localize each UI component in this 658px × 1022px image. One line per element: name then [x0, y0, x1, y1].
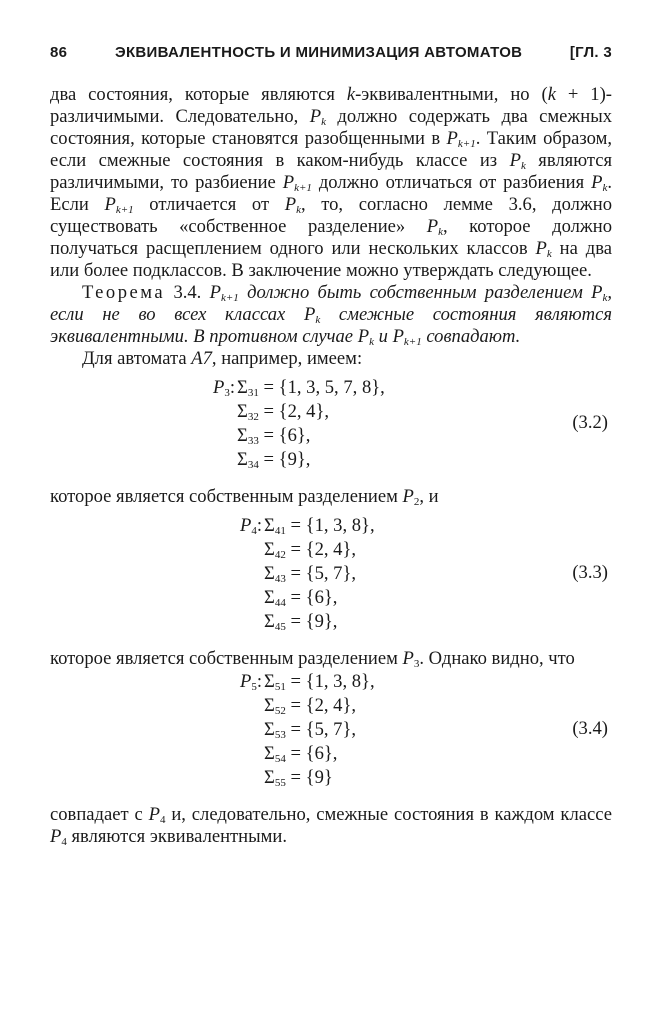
paragraph-2: Для автомата A7, например, имеем: [82, 348, 363, 369]
class-row: $\Sigma_{51} = \{1$, 3, 8}, [264, 671, 375, 693]
paragraph-3: которое является собственным разделением $P_2$, и [50, 486, 439, 508]
class-row: $\Sigma_{32} = \{2$, 4}, [237, 401, 330, 423]
equation-3-4 [240, 670, 612, 790]
class-row: $\Sigma_{55} = \{9\}$ [264, 767, 333, 789]
class-row: $\Sigma_{52} = \{2$, 4}, [264, 695, 357, 717]
book-page [50, 38, 612, 848]
partition-label: $P_3$: [213, 377, 236, 399]
running-title: ЭКВИВАЛЕНТНОСТЬ И МИНИМИЗАЦИЯ АВТОМАТОВ [115, 44, 523, 61]
partition-label: $P_4$: [240, 515, 263, 537]
equation-3-3 [240, 514, 612, 634]
class-row: $\Sigma_{41} = \{1$, 3, 8}, [264, 515, 375, 537]
equation-3-2 [213, 376, 612, 472]
class-row: $\Sigma_{31} = \{1$, 3, 5, 7, 8}, [237, 377, 385, 399]
class-row: $\Sigma_{53} = \{5$, 7}, [264, 719, 357, 741]
class-row: $\Sigma_{44} = \{6\}$, [264, 587, 338, 609]
chapter-marker: [ГЛ. 3 [569, 44, 612, 61]
equation-number: (3.2) [572, 412, 608, 433]
class-row: $\Sigma_{34} = \{9\}$, [237, 449, 311, 471]
class-row: $\Sigma_{43} = \{5$, 7}, [264, 563, 357, 585]
page-body [50, 84, 612, 848]
page-number: 86 [50, 44, 68, 61]
class-row: $\Sigma_{45} = \{9\}$, [264, 611, 338, 633]
paragraph-4: которое является собственным разделением $P_3$. Однако видно, что [50, 648, 575, 670]
class-row: $\Sigma_{42} = \{2$, 4}, [264, 539, 357, 561]
class-row: $\Sigma_{54} = \{6\}$, [264, 743, 338, 765]
theorem-3-4: Теорема 3.4. $P_{k+1}$ должно быть собственным разделением $P_k$, если не во всех классах $P_k$ смежные состояния являются эквивалентными. В противном случае $P_k$ и $P_{k+1}$ совпадают. [50, 282, 613, 348]
paragraph-1: два состояния, которые являются k-эквивалентными, но (k + 1)-различимыми. Следовательно, $P_k$ должно содержать два смежных состояния, которые становятся разобщенными в $P_{k+1}$. Таким образом, если смежные состояния в каком-нибудь классе из $P_k$ являются различимыми, то разбиение $P_{k+1}$ должно отличаться от разбиения $P_k$. Если $P_{k+1}$ отличается от $P_k$, то, согласно лемме 3.6, должно существовать «собственное разделение» $P_k$, которое должно получаться расщеплением одного или нескольких классов $P_k$ на два или более подклассов. В заключение можно утверждать следующее. [50, 84, 613, 281]
partition-label: $P_5$: [240, 671, 263, 693]
equation-number: (3.3) [572, 562, 608, 583]
paragraph-5: совпадает с $P_4$ и, следовательно, смежные состояния в каждом классе $P_4$ являются эквивалентными. [50, 804, 612, 848]
class-row: $\Sigma_{33} = \{6\}$, [237, 425, 311, 447]
equation-number: (3.4) [572, 718, 608, 739]
page-header [50, 38, 612, 64]
